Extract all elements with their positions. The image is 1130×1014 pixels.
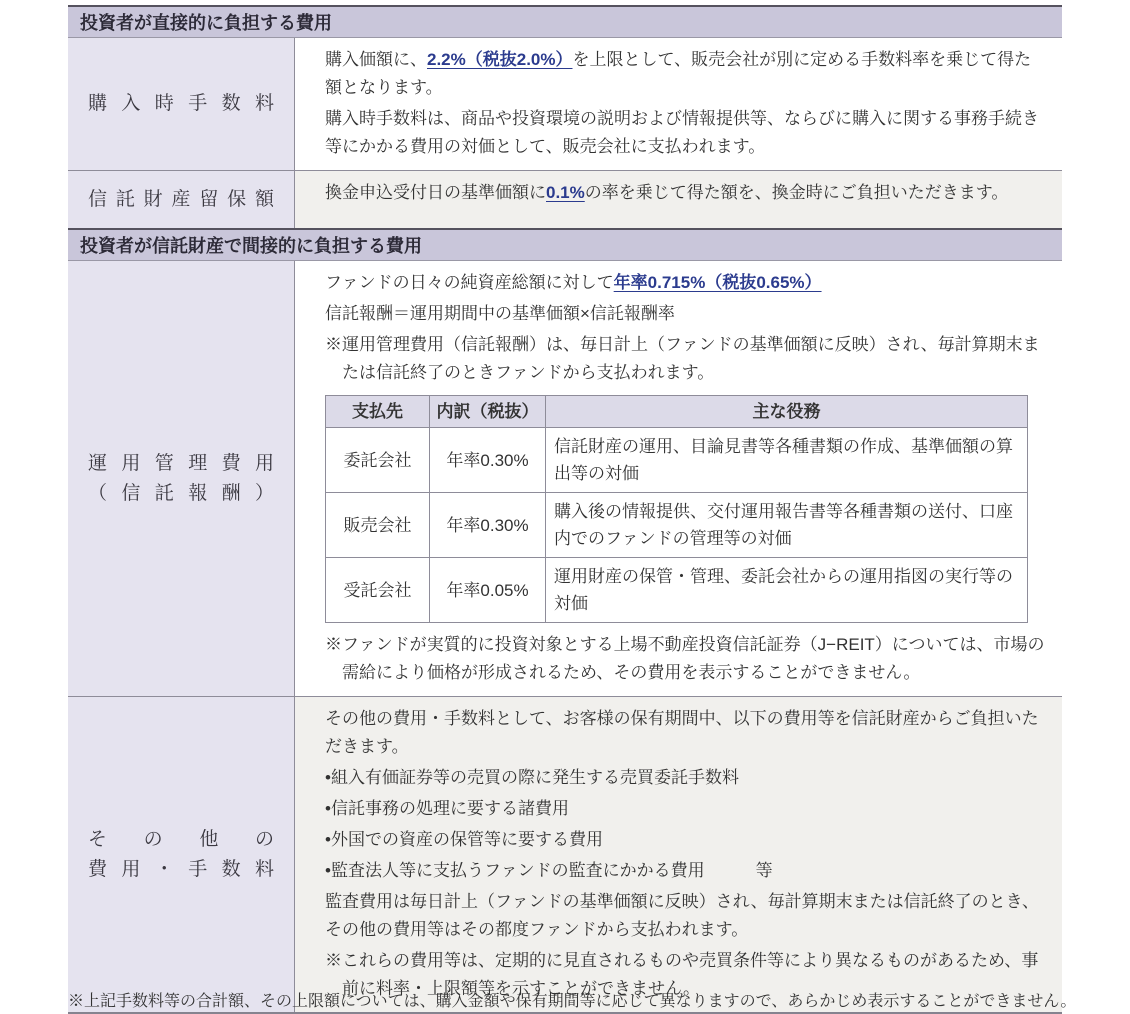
other-fees-bullet-2: •信託事務の処理に要する諸費用 [325, 799, 569, 818]
trustee-rate: 年率0.05% [430, 558, 546, 623]
management-fee-rate-value: 年率0.715%（税抜0.65%） [613, 273, 822, 292]
table-row-trustee [326, 558, 1028, 623]
fee-breakdown-table [325, 395, 1028, 623]
section-band-indirect-costs-title: 投資者が信託財産で間接的に負担する費用 [80, 236, 422, 256]
retention-amount-label: 信託財産留保額 [88, 188, 274, 210]
purchase-fee-description [295, 38, 1062, 170]
other-fees-bullet-3: •外国での資産の保管等に要する費用 [325, 830, 603, 849]
header-payee: 支払先 [326, 396, 430, 428]
purchase-fee-label-cell [68, 38, 295, 170]
trustor-services: 信託財産の運用、目論見書等各種書類の作成、基準価額の算出等の対価 [546, 428, 1028, 493]
other-fees-paragraph-2: 監査費用は毎日計上（ファンドの基準価額に反映）され、毎計算期末または信託終了のとき、その他の費用等はその都度ファンドから支払われます。 [325, 892, 1039, 939]
other-fees-label-line1: その他の [88, 828, 274, 850]
distributor-services: 購入後の情報提供、交付運用報告書等各種書類の送付、口座内でのファンドの管理等の対価 [546, 493, 1028, 558]
management-fee-label-line2: （信託報酬） [88, 482, 274, 504]
trustee-name: 受託会社 [326, 558, 430, 623]
management-fee-description [295, 261, 1062, 696]
section-band-direct-costs [68, 5, 1062, 38]
purchase-fee-rate-value: 2.2%（税抜2.0%） [427, 50, 573, 69]
bottom-footnote: ※上記手数料等の合計額、その上限額については、購入金額や保有期間等に応じて異なりますので、あらかじめ表示することができません。 [68, 993, 1077, 1010]
other-fees-bullet-4: •監査法人等に支払うファンドの監査にかかる費用 等 [325, 861, 773, 880]
header-rate: 内訳（税抜） [430, 396, 546, 428]
trustee-services: 運用財産の保管・管理、委託会社からの運用指図の実行等の対価 [546, 558, 1028, 623]
row-purchase-fee [68, 38, 1062, 170]
other-fees-description [295, 697, 1062, 1012]
fund-fee-table [68, 5, 1062, 1014]
purchase-fee-paragraph-2: 購入時手数料は、商品や投資環境の説明および情報提供等、ならびに購入に関する事務手続き等にかかる費用の対価として、販売会社に支払われます。 [325, 109, 1039, 156]
other-fees-paragraph-1: その他の費用・手数料として、お客様の保有期間中、以下の費用等を信託財産からご負担いただきます。 [325, 709, 1039, 756]
management-fee-label-line1: 運用管理費用 [88, 452, 274, 474]
purchase-fee-paragraph-1: 購入価額に、2.2%（税抜2.0%）を上限として、販売会社が別に定める手数料率を乗じて得た額となります。 [325, 50, 1032, 97]
retention-rate-value: 0.1% [546, 183, 585, 202]
retention-amount-label-cell [68, 171, 295, 228]
distributor-rate: 年率0.30% [430, 493, 546, 558]
table-row-trustor [326, 428, 1028, 493]
other-fees-note: ※これらの費用等は、定期的に見直されるものや売買条件等により異なるものがあるため、事前に料率・上限額等を示すことができません。 [325, 951, 1039, 998]
purchase-fee-label: 購入時手数料 [88, 93, 274, 114]
other-fees-bullet-1: •組入有価証券等の売買の際に発生する売買委託手数料 [325, 768, 739, 787]
management-fee-note-1: ※運用管理費用（信託報酬）は、毎日計上（ファンドの基準価額に反映）され、毎計算期末または信託終了のときファンドから支払われます。 [325, 335, 1040, 382]
retention-amount-paragraph: 換金申込受付日の基準価額に0.1%の率を乗じて得た額を、換金時にご負担いただきます。 [325, 183, 1009, 202]
header-services: 主な役務 [546, 396, 1028, 428]
management-fee-paragraph-1: ファンドの日々の純資産総額に対して年率0.715%（税抜0.65%） [325, 273, 822, 292]
management-fee-note-2: ※ファンドが実質的に投資対象とする上場不動産投資信託証券（J−REIT）については、市場の需給により価格が形成されるため、その費用を表示することができません。 [325, 635, 1045, 682]
row-retention-amount [68, 170, 1062, 228]
management-fee-formula: 信託報酬＝運用期間中の基準価額×信託報酬率 [325, 304, 675, 323]
row-other-fees [68, 696, 1062, 1012]
other-fees-label-cell [68, 697, 295, 1012]
distributor-name: 販売会社 [326, 493, 430, 558]
retention-amount-description [295, 171, 1062, 228]
trustor-rate: 年率0.30% [430, 428, 546, 493]
row-management-fee [68, 261, 1062, 696]
section-band-indirect-costs [68, 228, 1062, 261]
management-fee-label-cell [68, 261, 295, 696]
fee-breakdown-header-row [326, 396, 1028, 428]
section-band-direct-costs-title: 投資者が直接的に負担する費用 [80, 13, 332, 33]
other-fees-label-line2: 費用・手数料 [88, 858, 274, 880]
table-row-distributor [326, 493, 1028, 558]
trustor-name: 委託会社 [326, 428, 430, 493]
